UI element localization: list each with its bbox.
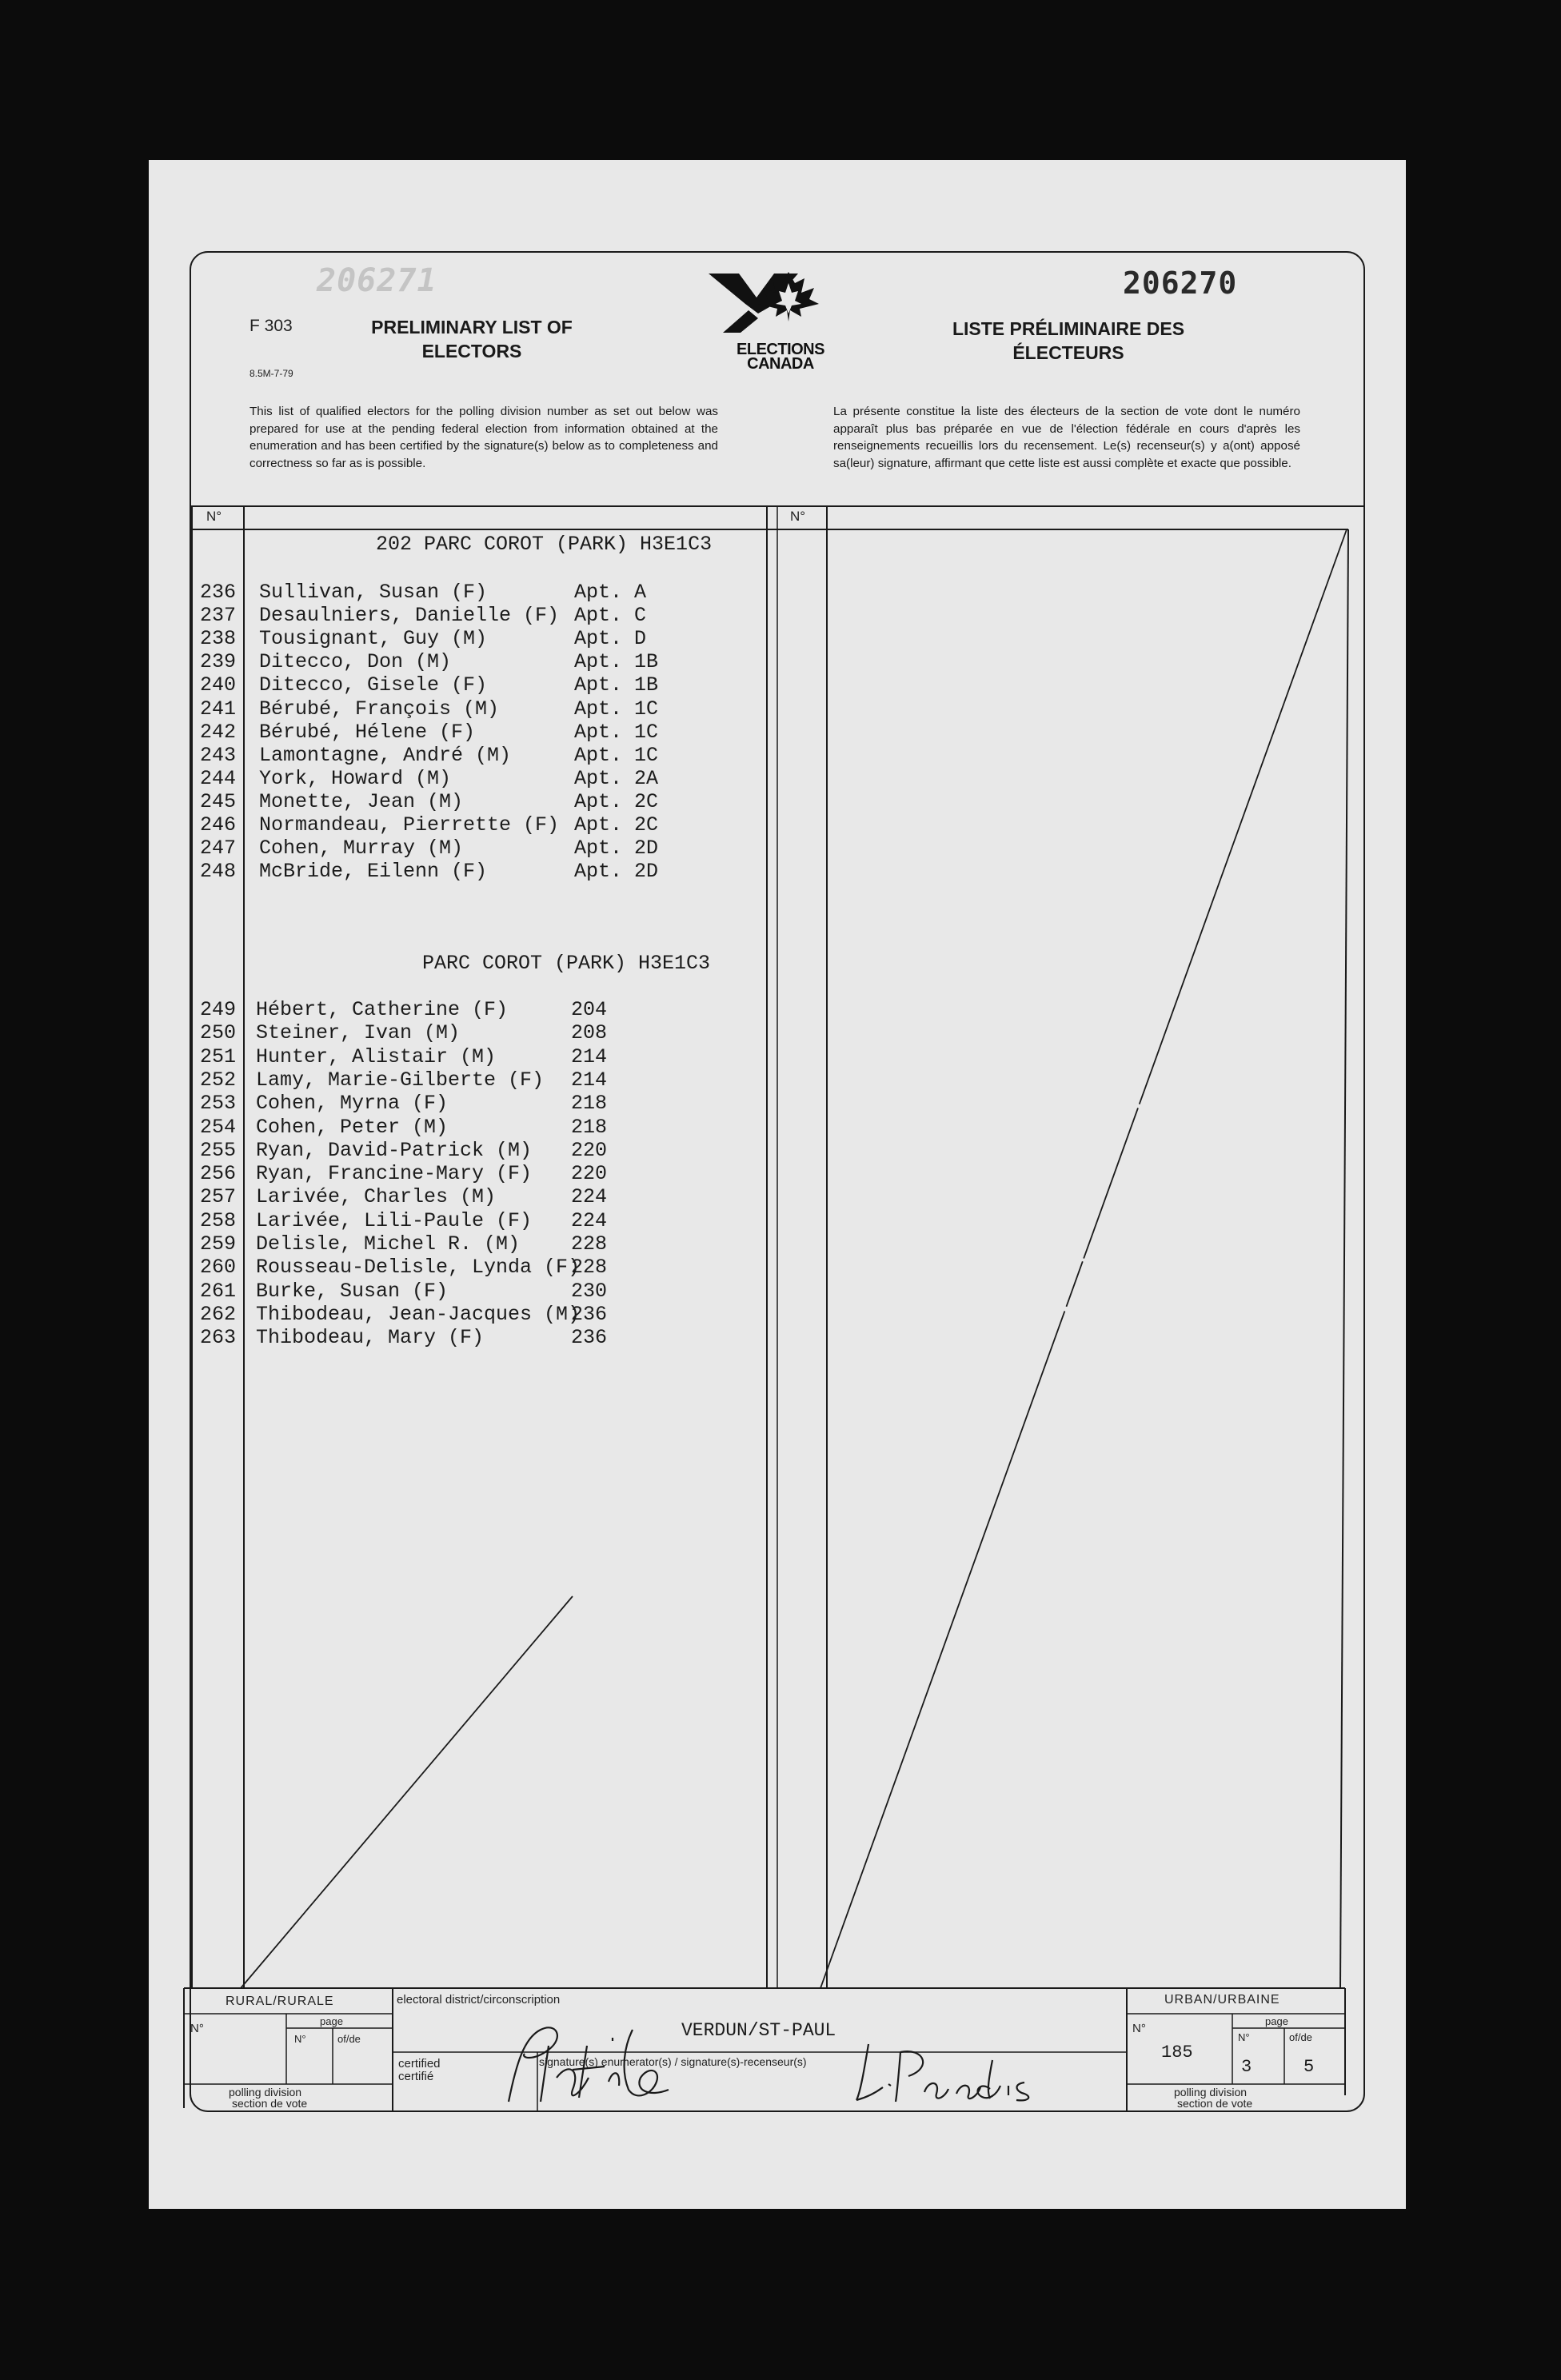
elector-name: Larivée, Lili-Paule (F) xyxy=(256,1208,533,1232)
print-code: 8.5M-7-79 xyxy=(250,368,293,379)
elector-row xyxy=(149,1021,773,1044)
elector-name: Monette, Jean (M) xyxy=(259,789,464,813)
elector-number: 240 xyxy=(200,673,237,697)
elector-number: 259 xyxy=(200,1232,237,1256)
elector-address: 218 xyxy=(571,1092,608,1116)
elector-number: 239 xyxy=(200,650,237,674)
elector-name: Lamontagne, André (M) xyxy=(259,743,512,767)
title-french: LISTE PRÉLIMINAIRE DES ÉLECTEURS xyxy=(952,318,1185,363)
elector-number: 238 xyxy=(200,627,237,651)
intro-english: This list of qualified electors for the polling division number as set out below was prepared for use at the pending federal election from information obtained at the enumeration and has been certified by the signature(s) below as to completeness and correctness so far as is possible. xyxy=(250,405,718,470)
elector-name: Burke, Susan (F) xyxy=(256,1279,449,1303)
elector-name: Delisle, Michel R. (M) xyxy=(256,1232,521,1256)
ghost-stamp-number: 206271 xyxy=(317,262,437,299)
elector-address: Apt. C xyxy=(574,604,647,628)
elector-name: Lamy, Marie-Gilberte (F) xyxy=(256,1068,545,1092)
elector-address: Apt. 2D xyxy=(574,837,659,861)
elector-address: 236 xyxy=(571,1302,608,1326)
elector-row xyxy=(149,1162,773,1185)
form-sheet xyxy=(149,160,1406,2209)
urban-polling-division-label: polling division xyxy=(1174,2086,1248,2098)
elector-address: 228 xyxy=(571,1256,608,1280)
elector-number: 243 xyxy=(200,743,237,767)
rural-no-label: N° xyxy=(190,2022,204,2035)
elector-number: 255 xyxy=(200,1138,237,1162)
elector-row xyxy=(149,721,773,744)
elector-address: 214 xyxy=(571,1044,608,1068)
urban-no-label: N° xyxy=(1132,2022,1146,2035)
elector-row xyxy=(149,1280,773,1303)
elector-name: York, Howard (M) xyxy=(259,766,452,790)
elector-list xyxy=(149,160,773,1519)
column-header-no-right: N° xyxy=(790,509,806,524)
elector-number: 246 xyxy=(200,813,237,837)
elector-number: 241 xyxy=(200,697,237,721)
elector-row xyxy=(149,860,773,883)
elector-address: Apt. 1B xyxy=(574,673,659,697)
elector-row xyxy=(149,1139,773,1162)
elector-row xyxy=(149,581,773,604)
elector-row xyxy=(149,627,773,650)
elector-address: 208 xyxy=(571,1021,608,1045)
elector-row xyxy=(149,767,773,790)
section-heading-2: PARC COROT (PARK) H3E1C3 xyxy=(422,952,711,975)
elector-address: 220 xyxy=(571,1162,608,1186)
elector-number: 262 xyxy=(200,1302,237,1326)
elector-row xyxy=(149,998,773,1021)
elector-name: Larivée, Charles (M) xyxy=(256,1185,497,1209)
elector-row xyxy=(149,1116,773,1139)
elector-address: Apt. 2C xyxy=(574,813,659,837)
urban-page-label: page xyxy=(1265,2015,1288,2027)
elector-number: 236 xyxy=(200,581,237,604)
elector-row xyxy=(149,650,773,673)
elector-row xyxy=(149,813,773,837)
electoral-district-value: VERDUN/ST-PAUL xyxy=(681,2020,836,2041)
elector-row xyxy=(149,744,773,767)
form-code: F 303 xyxy=(250,317,293,335)
elector-number: 257 xyxy=(200,1185,237,1209)
elector-name: Sullivan, Susan (F) xyxy=(259,581,488,604)
elector-address: Apt. D xyxy=(574,627,647,651)
certifie-label: certifié xyxy=(398,2070,434,2083)
rural-page-no-label: N° xyxy=(294,2033,306,2045)
enumerator-signature-2 xyxy=(844,2036,1084,2108)
elector-name: Ditecco, Don (M) xyxy=(259,650,452,674)
elector-number: 249 xyxy=(200,998,237,1021)
urban-page-number: 3 xyxy=(1241,2057,1252,2077)
urban-section-de-vote-label: section de vote xyxy=(1177,2097,1253,2110)
urban-label: URBAN/URBAINE xyxy=(1164,1993,1280,2007)
elector-row xyxy=(149,1068,773,1092)
elector-name: Ryan, Francine-Mary (F) xyxy=(256,1162,533,1186)
elector-row xyxy=(149,604,773,627)
title-english: PRELIMINARY LIST OF ELECTORS xyxy=(371,317,573,361)
elector-number: 263 xyxy=(200,1326,237,1350)
elector-number: 247 xyxy=(200,837,237,861)
elector-name: Bérubé, Hélene (F) xyxy=(259,720,476,744)
rural-of-label: of/de xyxy=(337,2033,361,2045)
elector-address: 220 xyxy=(571,1138,608,1162)
elector-name: Rousseau-Delisle, Lynda (F) xyxy=(256,1256,581,1280)
elector-number: 253 xyxy=(200,1092,237,1116)
elector-name: Normandeau, Pierrette (F) xyxy=(259,813,560,837)
elector-row xyxy=(149,790,773,813)
logo-wordmark: ELECTIONS CANADA xyxy=(737,341,824,373)
elector-name: Ditecco, Gisele (F) xyxy=(259,673,488,697)
elector-row xyxy=(149,673,773,697)
elector-number: 250 xyxy=(200,1021,237,1045)
elector-number: 261 xyxy=(200,1279,237,1303)
elector-name: Hunter, Alistair (M) xyxy=(256,1044,497,1068)
stamp-number: 206270 xyxy=(1123,266,1238,301)
elector-row xyxy=(149,1256,773,1279)
elector-number: 242 xyxy=(200,720,237,744)
elector-row xyxy=(149,1185,773,1208)
elector-number: 244 xyxy=(200,766,237,790)
elector-name: Desaulniers, Danielle (F) xyxy=(259,604,560,628)
district-label: electoral district/circonscription xyxy=(397,1993,561,2007)
elector-number: 245 xyxy=(200,789,237,813)
elector-number: 256 xyxy=(200,1162,237,1186)
elector-address: Apt. 2A xyxy=(574,766,659,790)
elector-name: Bérubé, François (M) xyxy=(259,697,500,721)
elector-name: McBride, Eilenn (F) xyxy=(259,860,488,884)
urban-of-label: of/de xyxy=(1289,2031,1312,2043)
elector-number: 252 xyxy=(200,1068,237,1092)
urban-polling-division-number: 185 xyxy=(1161,2043,1193,2063)
elector-name: Cohen, Murray (M) xyxy=(259,837,464,861)
elector-number: 248 xyxy=(200,860,237,884)
elector-name: Thibodeau, Mary (F) xyxy=(256,1326,485,1350)
enumerator-signature-1 xyxy=(493,2014,685,2110)
elector-number: 258 xyxy=(200,1208,237,1232)
elector-address: Apt. 1C xyxy=(574,720,659,744)
elector-address: 224 xyxy=(571,1185,608,1209)
elector-address: 224 xyxy=(571,1208,608,1232)
elector-number: 251 xyxy=(200,1044,237,1068)
elector-number: 237 xyxy=(200,604,237,628)
certified-label: certified xyxy=(398,2057,441,2071)
urban-page-total: 5 xyxy=(1303,2057,1315,2077)
rural-polling-division-label: polling division xyxy=(229,2086,302,2098)
urban-page-no-label: N° xyxy=(1238,2031,1250,2043)
elector-row xyxy=(149,1303,773,1326)
rural-label: RURAL/RURALE xyxy=(226,1995,334,2008)
elector-name: Cohen, Myrna (F) xyxy=(256,1092,449,1116)
elector-row xyxy=(149,1092,773,1115)
elector-address: Apt. 1C xyxy=(574,697,659,721)
elector-row xyxy=(149,1045,773,1068)
elector-address: 228 xyxy=(571,1232,608,1256)
intro-french: La présente constitue la liste des électeurs de la section de vote dont le numéro apparaît plus bas préparée en vue de l'élection fédérale en cours d'après les renseignements recueillis lors du recensement. Le(s) recenseur(s) y a(ont) apposé sa(leur) signature, affirmant que cette liste est aussi complète et exacte que possible. xyxy=(833,405,1300,470)
elector-name: Cohen, Peter (M) xyxy=(256,1115,449,1139)
elector-row xyxy=(149,697,773,721)
signature-label: signature(s) enumerator(s) / signature(s)-recenseur(s) xyxy=(539,2055,807,2068)
elector-address: 204 xyxy=(571,998,608,1021)
elector-row xyxy=(149,837,773,860)
elector-address: 218 xyxy=(571,1115,608,1139)
elector-name: Tousignant, Guy (M) xyxy=(259,627,488,651)
elector-number: 260 xyxy=(200,1256,237,1280)
elector-row xyxy=(149,1209,773,1232)
elector-address: Apt. A xyxy=(574,581,647,604)
elector-number: 254 xyxy=(200,1115,237,1139)
elector-address: Apt. 1C xyxy=(574,743,659,767)
elector-address: 236 xyxy=(571,1326,608,1350)
elector-address: Apt. 2D xyxy=(574,860,659,884)
elector-address: 230 xyxy=(571,1279,608,1303)
column-header-no-left: N° xyxy=(206,509,222,524)
elector-name: Thibodeau, Jean-Jacques (M) xyxy=(256,1302,581,1326)
elector-row xyxy=(149,1326,773,1349)
rural-page-label: page xyxy=(320,2015,343,2027)
elector-name: Steiner, Ivan (M) xyxy=(256,1021,461,1045)
elector-name: Ryan, David-Patrick (M) xyxy=(256,1138,533,1162)
rural-section-de-vote-label: section de vote xyxy=(232,2097,308,2110)
section-heading-1: 202 PARC COROT (PARK) H3E1C3 xyxy=(376,533,713,556)
elector-address: Apt. 2C xyxy=(574,789,659,813)
elector-address: Apt. 1B xyxy=(574,650,659,674)
elector-address: 214 xyxy=(571,1068,608,1092)
elector-name: Hébert, Catherine (F) xyxy=(256,998,509,1021)
elector-row xyxy=(149,1232,773,1256)
